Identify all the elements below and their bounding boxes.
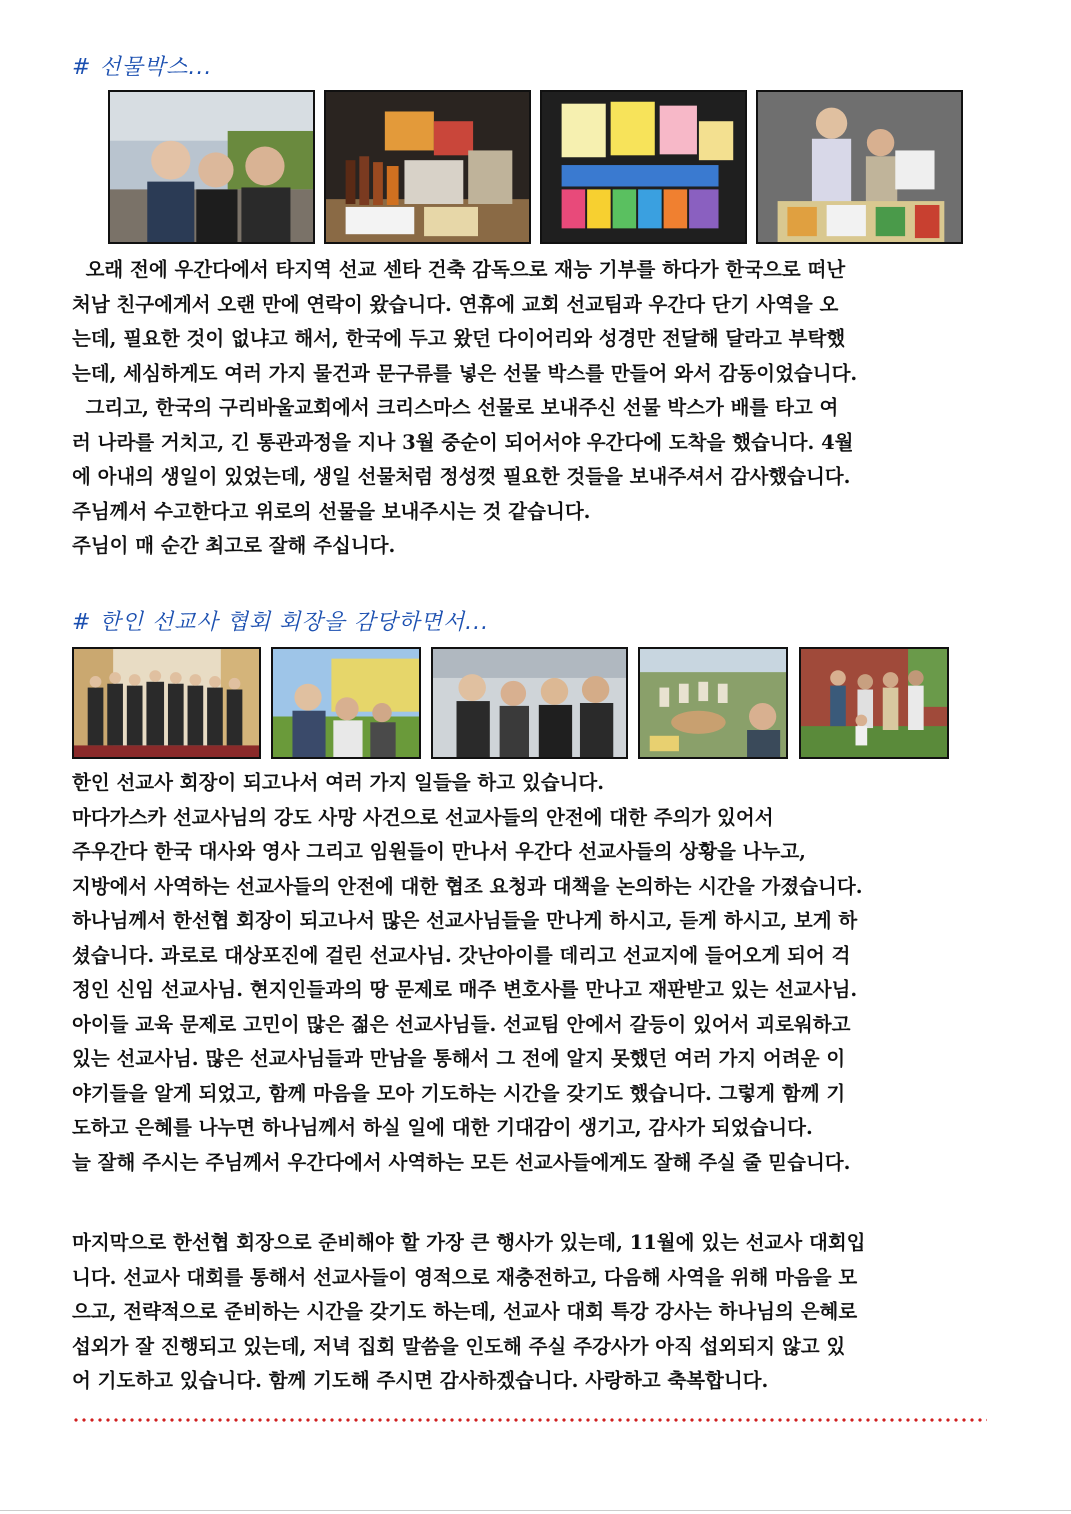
photo-nursery-school bbox=[271, 647, 421, 759]
paragraph-line: 니다. 선교사 대회를 통해서 선교사들이 영적으로 재충전하고, 다음해 사역을 위해 마음을 모 bbox=[72, 1265, 858, 1289]
paragraph-line: 처남 친구에게서 오랜 만에 연락이 왔습니다. 연휴에 교회 선교팀과 우간다 단기 사역을 오 bbox=[72, 292, 839, 316]
paragraph-line: 도하고 은혜를 나누면 하나님께서 하실 일에 대한 기대감이 생기고, 감사가 되었습니다. bbox=[72, 1116, 813, 1139]
photo-stationery bbox=[540, 90, 747, 244]
paragraph-line: 러 나라를 거치고, 긴 통관과정을 지나 3월 중순이 되어서야 우간다에 도착을 했습니다. 4월 bbox=[72, 430, 854, 454]
paragraph-line: 야기들을 알게 되었고, 함께 마음을 모아 기도하는 시간을 갖기도 했습니다. 그렇게 함께 기 bbox=[72, 1081, 846, 1105]
paragraph-line: 정인 신임 선교사님. 현지인들과의 땅 문제로 매주 변호사를 만나고 재판받고 있는 선교사님. bbox=[72, 978, 858, 1001]
paragraph-line: 섭외가 잘 진행되고 있는데, 저녁 집회 말씀을 인도해 주실 주강사가 아직 섭외되지 않고 있 bbox=[72, 1334, 846, 1358]
paragraph-line: 마다가스카 선교사님의 강도 사망 사건으로 선교사들의 안전에 대한 주의가 있어서 bbox=[72, 805, 774, 829]
paragraph-line: 늘 잘해 주시는 주님께서 우간다에서 사역하는 모든 선교사들에게도 잘해 주실 줄 믿습니다. bbox=[72, 1150, 851, 1174]
paragraph-line: 에 아내의 생일이 있었는데, 생일 선물처럼 정성껏 필요한 것들을 보내주셔서 감사했습니다. bbox=[72, 465, 851, 488]
paragraph-line: 주님이 매 순간 최고로 잘해 주십니다. bbox=[72, 534, 396, 557]
photo-airport-group bbox=[431, 647, 628, 759]
paragraph-line: 주님께서 수고한다고 위로의 선물을 보내주시는 것 같습니다. bbox=[72, 499, 591, 523]
photo-couple-gifts bbox=[756, 90, 963, 244]
paragraph-line: 셨습니다. 과로로 대상포진에 걸린 선교사님. 갓난아이를 데리고 선교지에 들어오게 되어 걱 bbox=[72, 943, 851, 967]
gift-box-paragraph bbox=[72, 253, 1002, 564]
closing-paragraph bbox=[72, 1226, 1002, 1399]
paragraph-line: 하나님께서 한선협 회장이 되고나서 많은 선교사님들을 만나게 하시고, 듣게 하시고, 보게 하 bbox=[72, 909, 858, 932]
paragraph-line: 는데, 필요한 것이 없냐고 해서, 한국에 두고 왔던 다이어리와 성경만 전달해 달라고 부탁했 bbox=[72, 327, 846, 350]
paragraph-line: 한인 선교사 회장이 되고나서 여러 가지 일들을 하고 있습니다. bbox=[72, 771, 605, 794]
section-heading-gift-box: # 선물박스... bbox=[72, 55, 213, 80]
paragraph-line: 지방에서 사역하는 선교사들의 안전에 대한 협조 요청과 대책을 논의하는 시간을 가졌습니다. bbox=[72, 874, 863, 898]
paragraph-line: 있는 선교사님. 많은 선교사님들과 만남을 통해서 그 전에 알지 못했던 여러 가지 어려운 이 bbox=[72, 1047, 846, 1070]
association-paragraph bbox=[72, 766, 1002, 1180]
paragraph-line: 오래 전에 우간다에서 타지역 선교 센타 건축 감독으로 재능 기부를 하다가 한국으로 떠난 bbox=[72, 258, 846, 281]
paragraph-line: 주우간다 한국 대사와 영사 그리고 임원들이 만나서 우간다 선교사들의 상황을 나누고, bbox=[72, 840, 806, 863]
photo-family-garden bbox=[799, 647, 949, 759]
dotted-divider bbox=[72, 1417, 987, 1423]
paragraph-line: 으고, 전략적으로 준비하는 시간을 갖기도 하는데, 선교사 대회 특강 강사는 하나님의 은혜로 bbox=[72, 1300, 858, 1323]
photo-outdoor-gathering bbox=[638, 647, 788, 759]
paragraph-line: 는데, 세심하게도 여러 가지 물건과 문구류를 넣은 선물 박스를 만들어 와서 감동이었습니다. bbox=[72, 361, 858, 385]
paragraph-line: 마지막으로 한선협 회장으로 준비해야 할 가장 큰 행사가 있는데, 11월에 있는 선교사 대회입 bbox=[72, 1231, 866, 1254]
section-heading-association: # 한인 선교사 협회 회장을 감당하면서... bbox=[72, 610, 490, 635]
photo-embassy-meeting bbox=[72, 647, 261, 759]
page-bottom-rule bbox=[0, 1510, 1071, 1511]
photo-gift-items bbox=[324, 90, 531, 244]
paragraph-line: 어 기도하고 있습니다. 함께 기도해 주시면 감사하겠습니다. 사랑하고 축복합니다. bbox=[72, 1369, 769, 1392]
paragraph-line: 그리고, 한국의 구리바울교회에서 크리스마스 선물로 보내주신 선물 박스가 배를 타고 여 bbox=[72, 396, 839, 419]
paragraph-line: 아이들 교육 문제로 고민이 많은 젊은 선교사님들. 선교팀 안에서 갈등이 있어서 괴로워하고 bbox=[72, 1012, 851, 1036]
photo-friends-selfie bbox=[108, 90, 315, 244]
